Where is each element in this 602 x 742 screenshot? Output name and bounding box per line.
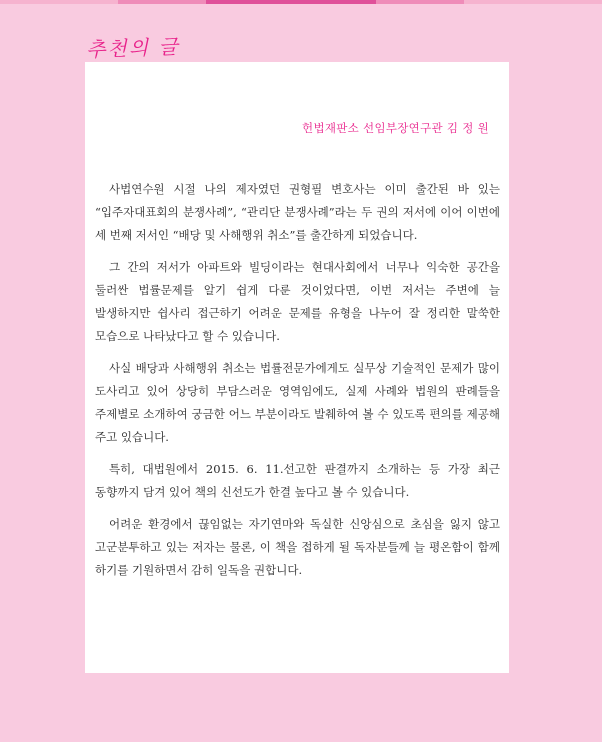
section-title: 추천의 글 [85, 34, 181, 62]
letter-body [95, 178, 500, 591]
top-bar-segment [0, 0, 118, 4]
letter-page [85, 62, 509, 673]
top-bar-segment [118, 0, 206, 4]
paragraph-4: 특히, 대법원에서 2015. 6. 11.선고한 판결까지 소개하는 등 가장 최근 동향까지 담겨 있어 책의 신선도가 한결 높다고 볼 수 있습니다. [95, 462, 500, 499]
top-bar-segment [464, 0, 602, 4]
paragraph-3: 사실 배당과 사해행위 취소는 법률전문가에게도 실무상 기술적인 문제가 많이 도사리고 있어 상당히 부담스러운 영역임에도, 실제 사례와 법원의 판례들을 주제별로 소개하여 궁금한 어느 부분이라도 발췌하여 볼 수 있도록 편의를 제공해 주고 있습니다. [95, 361, 500, 444]
top-decorative-bar [0, 0, 602, 4]
paragraph-5: 어려운 환경에서 끊임없는 자기연마와 독실한 신앙심으로 초심을 잃지 않고 고군분투하고 있는 저자는 물론, 이 책을 접하게 될 독자분들께 늘 평온함이 함께 하기를 기원하면서 감히 일독을 권합니다. [95, 517, 500, 577]
paragraph-2: 그 간의 저서가 아파트와 빌딩이라는 현대사회에서 너무나 익숙한 공간을 둘러싼 법률문제를 알기 쉽게 다룬 것이었다면, 이번 저서는 주변에 늘 발생하지만 쉽사리 접근하기 어려운 문제를 유형을 나누어 잘 정리한 말쑥한 모습으로 나타났다고 할 수 있습니다. [95, 260, 500, 343]
top-bar-segment [206, 0, 376, 4]
paragraph-1: 사법연수원 시절 나의 제자였던 권형필 변호사는 이미 출간된 바 있는 “입주자대표회의 분쟁사례”, “관리단 분쟁사례”라는 두 권의 저서에 이어 이번에 세 번째 저서인 “배당 및 사해행위 취소”를 출간하게 되었습니다. [95, 182, 500, 242]
top-bar-segment [376, 0, 464, 4]
author-line: 헌법재판소 선임부장연구관 김 정 원 [302, 121, 489, 135]
